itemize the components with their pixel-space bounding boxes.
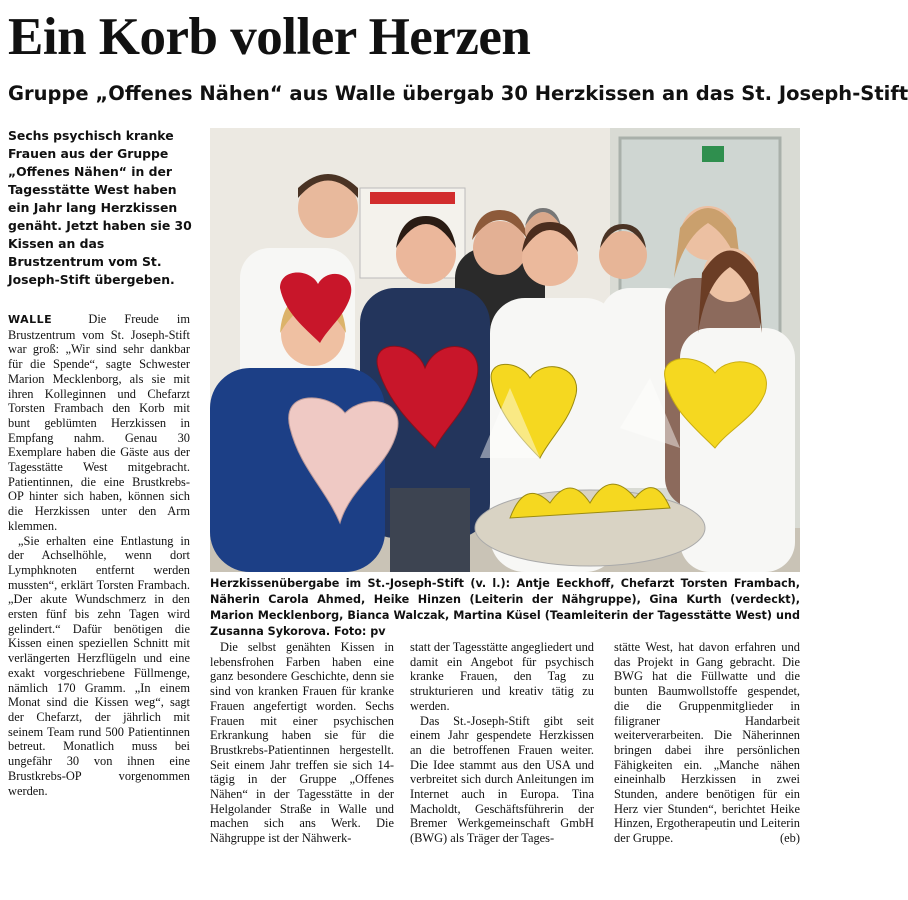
paragraph-text: stätte West, hat davon erfahren und das Projekt in Gang gebracht. Die BWG hat die Füllwatte und die bunten Baumwollstoffe gespendet, die die Gruppenmitglieder in filigraner Handarbeit weiterverarbeiten. Die Näherinnen bringen dabei ihre persönlichen Fähigkeiten ein. „Manche nähen eineinhalb Herzkissen in zwei Stunden, andere benötigen für ein Herz vier Stunden“, berichtet Heike Hinzen, Ergotherapeutin und Leiterin der Gruppe. bbox=[614, 640, 800, 846]
photo-caption: Herzkissenübergabe im St.-Joseph-Stift (v. l.): Antje Eeckhoff, Chefarzt Torsten Frambach, Näherin Carola Ahmed, Heike Hinzen (Leiterin der Nähgruppe), Gina Kurth (verdeckt), Marion Mecklenborg, Bianca Walczak, Martina Küsel (Teamleiterin der Tagesstätte West) und Zusanna Sykorova. Foto: pv bbox=[210, 577, 800, 638]
dateline: WALLE bbox=[8, 313, 53, 326]
paragraph bbox=[8, 312, 190, 534]
lead-paragraph: Sechs psychisch kranke Frauen aus der Gruppe „Offenes Nähen“ in der Tagesstätte West haben ein Jahr lang Herzkissen genäht. Jetzt haben sie 30 Kissen an das Brustzentrum vom St. Joseph-Stift übergeben. bbox=[8, 128, 192, 287]
paragraph: Das St.-Joseph-Stift gibt seit einem Jahr gespendete Herzkissen an die betroffenen Frauen weiter. Die Idee stammt aus den USA und verbreitet sich durch Anleitungen im Internet auch in Europa. Tina Macholdt, Geschäftsführerin der Bremer Werkgemeinschaft GmbH (BWG) als Träger der Tages- bbox=[410, 713, 594, 846]
article-column-1 bbox=[8, 312, 190, 798]
paragraph: „Sie erhalten eine Entlastung in der Achselhöhle, wenn dort Lymphknoten entfernt werden mussten“, erklärt Torsten Frambach. „Der akute Wundschmerz in den ersten fünf bis zehn Tagen wird gelindert.“ Dafür benötigen die Kissen einen speziellen Schnitt mit verlängerten Herzflügeln und eine exakt vorgeschriebene Füllmenge, nämlich 170 Gramm. „In einem Monat sind die Kissen weg“, sagt der Chefarzt, der jährlich mit seinem Team rund 500 Patientinnen betreut. Monatlich muss bei ungefähr 30 von ihnen eine Brustkrebs-OP vorgenommen werden. bbox=[8, 533, 190, 798]
article-column-4 bbox=[614, 640, 800, 846]
photo-illustration bbox=[210, 128, 800, 572]
headline: Ein Korb voller Herzen bbox=[8, 8, 531, 66]
subheadline: Gruppe „Offenes Nähen“ aus Walle übergab 30 Herzkissen an das St. Joseph-Stift bbox=[8, 82, 908, 105]
paragraph: Die selbst genähten Kissen in lebensfrohen Farben haben eine ganz besondere Geschichte, denn sie sind von kranken Frauen für kranke Frauen angefertigt worden. Sechs Frauen mit einer psychischen Erkrankung haben sie für die Brustkrebs-Patientinnen hergestellt. Seit einem Jahr treffen sie sich 14-tägig in der Gruppe „Offenes Nähen“ in der Tagesstätte in der Helgolander Straße in Walle und machen sich ans Werk. Die Nähgruppe ist der Nähwerk- bbox=[210, 640, 394, 846]
byline: (eb) bbox=[780, 831, 800, 846]
group-photo bbox=[210, 128, 800, 572]
photo-poster-banner bbox=[370, 192, 455, 204]
paragraph bbox=[614, 640, 800, 846]
article-column-3 bbox=[410, 640, 594, 846]
photo-exit-sign bbox=[702, 146, 724, 162]
paragraph-text: Die Freude im Brustzentrum vom St. Joseph-Stift war groß: „Wir sind sehr dankbar für die Spende“, sagte Schwester Marion Mecklenborg, als sie mit ihren Kolleginnen und Chefarzt Torsten Frambach den Korb mit bunt geblümten Herzkissen in Empfang nahm. Genau 30 Exemplare haben die Gäste aus der Tagesstätte West mitgebracht. Patientinnen, die eine Brustkrebs-OP hinter sich haben, können sich die Herzkissen unter den Arm klemmen. bbox=[8, 312, 190, 533]
article-column-2 bbox=[210, 640, 394, 846]
paragraph: statt der Tagesstätte angegliedert und damit ein Angebot für psychisch kranke Frauen, den Tag zu strukturieren und kreativ tätig zu werden. bbox=[410, 640, 594, 713]
